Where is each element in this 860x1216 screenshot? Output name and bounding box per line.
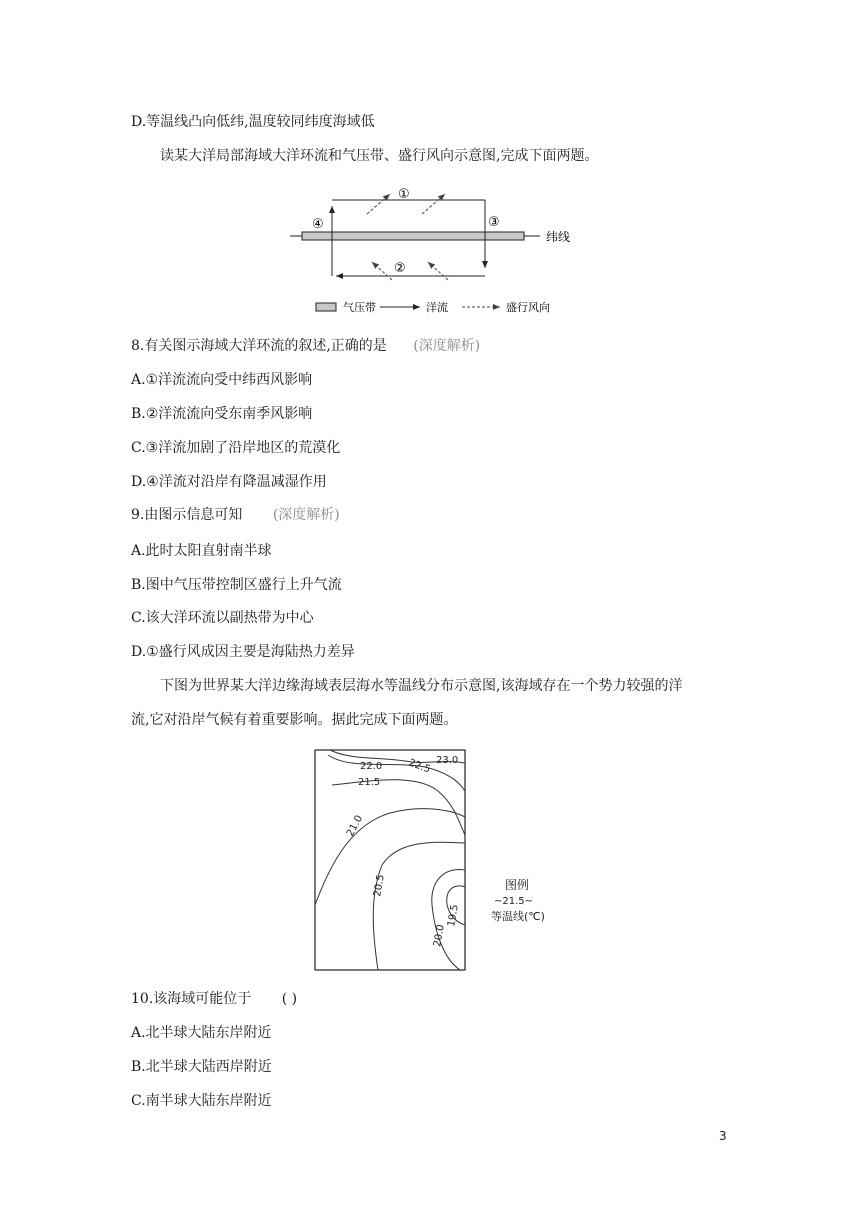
q8-option-a: A.①洋流流向受中纬西风影响 [131,372,313,388]
isotherm-label: 22.0 [360,761,383,772]
legend-sample: ~21.5~ [494,896,534,907]
q8-option-c: C.③洋流加剧了沿岸地区的荒漠化 [131,440,341,456]
intro-paragraph-1: 读某大洋局部海域大洋环流和气压带、盛行风向示意图,完成下面两题。 [160,148,599,164]
circulation-diagram [290,180,590,320]
q10-option-c: C.南半球大陆东岸附近 [131,1093,272,1109]
isotherm-label: 23.0 [436,755,459,766]
intro-paragraph-2-line-1: 下图为世界某大洋边缘海域表层海水等温线分布示意图,该海域存在一个势力较强的洋 [160,678,683,694]
legend-pressure-swatch [316,303,336,311]
q8-option-d: D.④洋流对沿岸有降温减湿作用 [131,474,327,490]
page-number: 3 [719,1129,727,1143]
label-2: ② [394,261,406,276]
isotherm-label: 22.5 [406,757,432,776]
q9-stem [131,505,340,525]
q10-option-a: A.北半球大陆东岸附近 [131,1025,272,1041]
legend-wind-label: 盛行风向 [506,301,550,314]
q8-stem-text: 8.有关图示海域大洋环流的叙述,正确的是 [131,338,387,354]
q9-option-d: D.①盛行风成因主要是海陆热力差异 [131,644,355,660]
intro-paragraph-2-line-2: 流,它对沿岸气候有着重要影响。据此完成下面两题。 [131,712,458,728]
q8-option-b: B.②洋流流向受东南季风影响 [131,406,313,422]
q7-option-d: D.等温线凸向低纬,温度较同纬度海域低 [131,114,375,130]
isotherm-label: 21.0 [344,813,366,839]
isotherm-map [310,745,560,975]
label-3: ③ [488,215,500,230]
isotherm-label: 20.0 [432,923,447,948]
legend-current-label: 洋流 [426,301,448,314]
q9-option-a: A.此时太阳直射南半球 [131,543,272,559]
wind-arrow [428,262,448,280]
latitude-label: 纬线 [546,230,571,244]
q10-answer-blank: ( ) [281,991,298,1007]
q10-stem [131,989,297,1009]
wind-arrow [372,262,392,280]
q8-note: (深度解析) [413,338,481,354]
legend-caption: 等温线(℃) [491,910,545,923]
label-4: ④ [312,217,324,232]
legend-pressure-label: 气压带 [343,301,376,314]
q9-option-b: B.图中气压带控制区盛行上升气流 [131,577,342,593]
wind-arrow [422,194,445,214]
q9-stem-text: 9.由图示信息可知 [131,507,243,523]
isotherm-label: 19.5 [446,903,461,928]
q9-option-c: C.该大洋环流以副热带为中心 [131,610,314,626]
isotherm-label: 20.5 [372,873,387,898]
label-1: ① [398,187,410,202]
q8-stem [131,336,480,356]
q10-stem-text: 10.该海域可能位于 [131,991,252,1007]
legend-title: 图例 [505,878,530,892]
isotherm-label: 21.5 [358,777,381,788]
pressure-belt [302,232,524,240]
wind-arrow [367,194,390,214]
q9-note: (深度解析) [272,507,340,523]
q10-option-b: B.北半球大陆西岸附近 [131,1059,272,1075]
